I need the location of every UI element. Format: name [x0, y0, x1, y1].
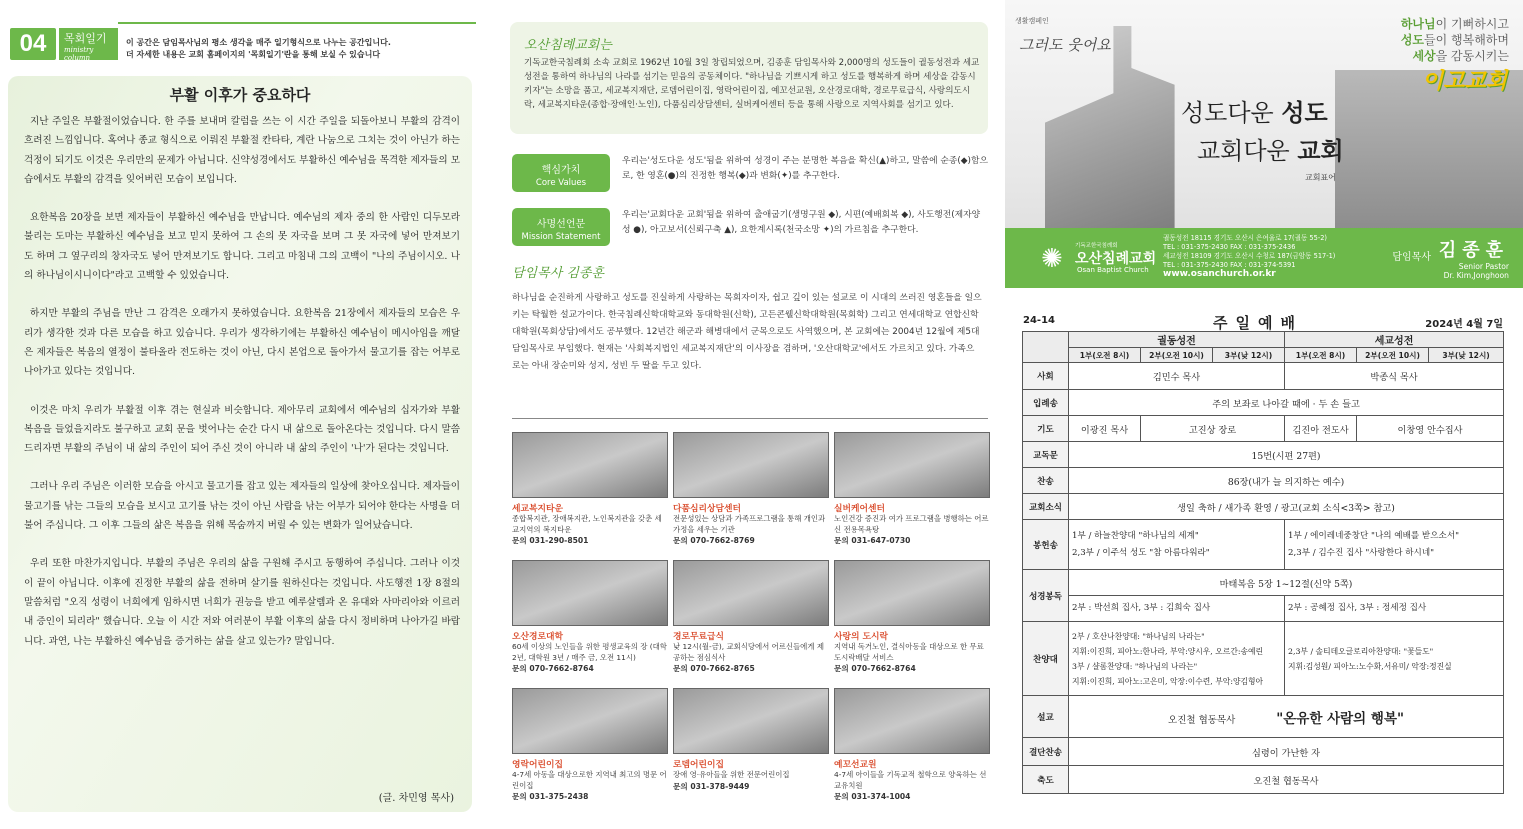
row-label: 교회소식: [1023, 494, 1069, 520]
column-description: [126, 37, 391, 61]
table-corner: [1023, 332, 1069, 363]
ministry-title: 오산경로대학: [512, 632, 563, 642]
sermon-title: "온유한 사람의 행복": [1276, 710, 1405, 727]
table-row: [1023, 442, 1504, 468]
building-photo: [1335, 70, 1523, 240]
row-label: 입례송: [1023, 390, 1069, 416]
essay-paragraph: 우리 또한 마찬가지입니다. 부활의 주님은 우리의 삶을 구원해 주시고 동행하여 주십니다. 그러나 이것이 끝이 아닙니다. 이후에 진정한 부활의 삶을 전하며 살기를 원하신다는 것입니다. 사도행전 1장 8절의 말씀처럼 "오직 성령이 너희에게 임하시면 너희가 권능을 받고 예루살렘과 온 유대와 사마리아와 이르러 내 증인이 되리라" 했습니다. 오늘 이 시간 저와 여러분이 부활 이후의 삶을 다시 정비하며 나아가길 바랍니다. 과연, 나는 부활하신 예수님을 증거하는 삶을 살고 있는가? 말입니다.: [24, 558, 460, 647]
church-info-band: [1005, 228, 1523, 288]
table-row: [1023, 390, 1504, 416]
ministry-phone: 문의 070-7662-8764: [512, 664, 594, 673]
worship-order-table: [1022, 331, 1504, 794]
cover-image: [1005, 0, 1523, 288]
ministry-card: [512, 432, 668, 554]
table-row: [1023, 494, 1504, 520]
row-label: 교독문: [1023, 442, 1069, 468]
column-number: 04: [10, 28, 56, 60]
intro-heading: 오산침례교회는: [524, 38, 612, 53]
ministry-title: 예꼬선교원: [834, 760, 877, 770]
ministry-photo: [673, 688, 829, 754]
ministry-photo: [834, 688, 990, 754]
ministry-title: 영락어린이집: [512, 760, 563, 770]
column-header: [6, 22, 474, 64]
ministry-photo: [834, 560, 990, 626]
row-label: 설교: [1023, 696, 1069, 738]
ministry-card: [673, 560, 829, 682]
cell: 주의 보좌로 나아갈 때에 · 두 손 들고: [1069, 390, 1504, 416]
pastor-bio: 하나님을 순진하게 사랑하고 성도를 진실하게 사랑하는 목회자이자, 쉽고 깊이 있는 설교로 이 시대의 쓰러진 영혼들을 일으키는 탁월한 설교가이다. 한국침례신학대학교와 동대학원(신학), 고든콘웰신학대학원(목회학) 그리고 연세대학교 연합신학대학원(목회상담)에서도 공부했다. 12년간 해군과 해병대에서 군목으로도 사역했으며, 본 교회에는 2004년 12월에 제5대 담임목사로 부임했다. 현재는 '사회복지법인 세교복지재단'의 이사장을 겸하며, '오산대학교'에서도 가르치고 있다. 가족으로는 아내 장순미와 성지, 성빈 두 딸을 두고 있다.: [512, 293, 982, 371]
ministry-photo: [512, 432, 668, 498]
ministry-desc: 종합복지관, 장애복지관, 노인복지관을 갖춘 세교지역의 복지타운: [512, 514, 662, 534]
ministry-title: 사랑의 도시락: [834, 632, 889, 642]
address-2: 세교성전 18109 경기도 오산시 수청로 187(금암동 517-1): [1163, 252, 1336, 260]
core-values-label-en: Core Values: [535, 178, 587, 188]
table-row: [1023, 696, 1504, 738]
ministry-phone: 문의 070-7662-8765: [673, 664, 755, 673]
cell-line: 1부 / 에이레네중창단 "나의 예배를 받으소서": [1288, 530, 1460, 541]
senior-pastor: [1392, 236, 1509, 280]
ministry-photo: [512, 560, 668, 626]
ministry-title: 로뎀어린이집: [673, 760, 724, 770]
service-header: 1부(오전 8시): [1285, 348, 1357, 363]
slogan-hl: 하나님: [1400, 17, 1436, 31]
table-row: [1023, 766, 1504, 794]
church-logo-icon: ✺: [1041, 244, 1063, 274]
table-row: [1023, 468, 1504, 494]
cell-line: 지휘:이진희, 피아노:고은미, 악장:이수련, 부악:양김형아: [1072, 676, 1264, 686]
core-values-pill: [512, 154, 610, 192]
cell-line: 3부 / 샬롬찬양대: "하나님의 나라는": [1072, 661, 1198, 671]
pastor-name-en: Dr. Kim,Jonghoon: [1443, 271, 1509, 280]
essay-paragraph: 지난 주일은 부활절이었습니다. 한 주를 보내며 칼럼을 쓰는 이 시간 주일을 되돌아보니 부활의 감격이 흐려진 느낌입니다. 혹여나 종교 형식으로 이뤄진 부활절 칸타타, 계란 나눔으로 그치는 것이 아닌가 하는 걱정이 되기도 이것은 우리만의 문제가 아닙니다. 신약성경에서도 부활하신 예수님을 목격한 제자들의 모습에서도 부활의 감격을 잊어버린 모습이 보입니다.: [24, 116, 460, 185]
ministry-desc: 4-7세 아이들을 기독교적 철학으로 양육하는 선교유치원: [834, 770, 987, 790]
row-label: 찬양대: [1023, 622, 1069, 696]
column-desc-line2: 더 자세한 내용은 교회 홈페이지의 '목회일기'란을 통해 보실 수 있습니다: [126, 50, 381, 59]
column-label: [58, 28, 118, 60]
column-desc-line1: 이 공간은 담임목사님의 평소 생각을 매주 일기형식으로 나누는 공간입니다.: [126, 38, 391, 47]
ministry-card: [834, 432, 990, 554]
campaign-label: 생활캠페인: [1015, 17, 1049, 25]
ministry-card: [834, 688, 990, 810]
row-label: 기도: [1023, 416, 1069, 442]
ministry-title: 다품심리상담센터: [673, 504, 741, 514]
cell: 김진아 전도사: [1285, 416, 1357, 442]
ministry-desc: 60세 이상의 노인들을 위한 평생교육의 장 (대학 2년, 대학원 3년 / 매주 금, 오전 11시): [512, 642, 667, 662]
table-row: [1023, 570, 1504, 596]
table-row: [1023, 622, 1504, 696]
cell: [1069, 696, 1504, 738]
row-label: 찬송: [1023, 468, 1069, 494]
pastor-heading: 담임목사 김종훈: [512, 266, 605, 281]
service-header: 1부(오전 8시): [1069, 348, 1141, 363]
tel-2: TEL : 031-375-2430 FAX : 031-374-5391: [1163, 261, 1296, 269]
intro-text: 기독교한국침례회 소속 교회로 1962년 10월 3일 창립되었으며, 김종훈 담임목사와 2,000명의 성도들이 궐동성전과 세교성전을 통하여 하나님의 나라를 섬기는 믿음의 공동체이다. "하나님을 기쁘시게 하고 성도를 행복하게 하며 세상을 감동시키자"는 소망을 품고, 세교복지재단, 로뎀어린이집, 영락어린이집, 예꼬선교원, 오산경로대학, 경로무료급식, 사랑의도시락, 세교복지타운(종합·장애인·노인), 다품심리상담센터, 실버케어센터 등을 통해 사랑으로 지역사회를 섬기고 있다.: [524, 58, 980, 110]
cell-line: 지휘:김성원/ 피아노:노수화,서유미/ 악장:정진실: [1288, 661, 1452, 671]
ministry-title: 세교복지타운: [512, 504, 563, 514]
cell-line: 지휘:이진희, 피아노:한나라, 부악:양시우, 오르간:송예린: [1072, 646, 1264, 656]
column-label-en: ministry column: [64, 46, 94, 62]
church-contact: [1163, 234, 1335, 279]
denomination: 기독교한국침례회: [1075, 243, 1118, 249]
ministry-desc: 노인건강 증진과 여가 프로그램을 병행하는 어르신 전용목욕탕: [834, 514, 989, 534]
table-row: [1023, 416, 1504, 442]
header-rule: [118, 22, 476, 24]
campus-header: 궐동성전: [1069, 332, 1285, 348]
cell-line: 1부 / 하늘찬양대 "하나님의 세계": [1072, 530, 1199, 541]
cell: [1069, 520, 1285, 570]
slogan-hl: 성도: [1400, 33, 1425, 47]
essay-paragraph: 하지만 부활의 주님을 만난 그 감격은 오래가지 못하였습니다. 요한복음 21장에서 제자들의 모습은 우리가 생각한 것과 다른 모습을 하고 있습니다. 우리가 생각하기에는 부활하신 예수님이 메시아임을 깨달은 제자들은 복음의 열정이 불타올라 전도하는 것이 아닌, 다시 본업으로 돌아가서 물고기를 잡는 어부로 나아가고 있다는 것입니다.: [24, 308, 460, 378]
essay-paragraph: 요한복음 20장을 보면 제자들이 부활하신 예수님을 만납니다. 예수님의 제자 중의 한 사람인 디두모라 불리는 도마는 부활하신 예수님을 보고 믿지 못하여 그 손의 못 자국을 보며 그 못 자국에 넣어 만져보기도 하며 그 옆구리의 창자국도 넣어 만져보기도 합니다. 그리고 마침내 그의 고백이 "나의 주님이시오. 나의 하나님이시니이다"라고 고백할 수 있었습니다.: [24, 212, 460, 282]
service-header: 2부(오전 10시): [1141, 348, 1213, 363]
cell: 2부 : 박선희 집사, 3부 : 김희숙 집사: [1069, 596, 1285, 622]
cell: 15번(시편 27편): [1069, 442, 1504, 468]
section-divider: [512, 418, 988, 419]
ministry-desc: 4-7세 아동을 대상으로한 지역내 최고의 명문 어린이집: [512, 770, 667, 790]
ministry-title: 실버케어센터: [834, 504, 885, 514]
cell: 심령이 가난한 자: [1069, 738, 1504, 766]
sermon-preacher: 오진철 협동목사: [1168, 714, 1236, 726]
table-row: [1023, 520, 1504, 570]
cell: 마태복음 5장 1~12절(신약 5쪽): [1069, 570, 1504, 596]
cell: 고진상 장로: [1141, 416, 1285, 442]
smile-campaign: 그러도 웃어요: [1019, 36, 1111, 54]
service-header: 3부(낮 12시): [1429, 348, 1504, 363]
campus-header: 세교성전: [1285, 332, 1504, 348]
cell: 이광진 목사: [1069, 416, 1141, 442]
ministry-title: 경로무료급식: [673, 632, 724, 642]
table-row: [1023, 738, 1504, 766]
church-motto: [1181, 94, 1344, 170]
row-label: 결단찬송: [1023, 738, 1069, 766]
essay-signature: (글. 차민영 목사): [378, 793, 454, 804]
ministry-phone: 문의 070-7662-8764: [834, 664, 916, 673]
cell: 86장(내가 늘 의지하는 예수): [1069, 468, 1504, 494]
church-slogan: [1401, 16, 1509, 64]
ministry-phone: 문의 031-290-8501: [512, 536, 589, 545]
row-label: 성경봉독: [1023, 570, 1069, 622]
ministry-column-panel: [0, 0, 478, 829]
worship-order-header: [1023, 312, 1503, 330]
core-values-text: 우리는'성도다운 성도'됨을 위하여 성경이 주는 분명한 복음을 확신(▲)하고, 말씀에 순종(◆)함으로, 한 영혼(●)의 진정한 행복(◆)과 변화(✦)를 추구한다.: [622, 156, 988, 181]
cell: 생일 축하 / 새가족 환영 / 광고(교회 소식<3쪽> 참고): [1069, 494, 1504, 520]
mission-row: [512, 204, 982, 244]
cell: 2부 : 공혜정 집사, 3부 : 정세정 집사: [1285, 596, 1504, 622]
ministry-desc: 전문성있는 상담과 가족프로그램을 통해 개인과 가정을 세우는 기관: [673, 514, 826, 534]
ministry-phone: 문의 031-375-2438: [512, 792, 589, 801]
cell-line: 2,3부 / 김수진 집사 "사랑한다 하시네": [1288, 547, 1435, 558]
tel-1: TEL : 031-375-2430 FAX : 031-375-2436: [1163, 243, 1296, 251]
motto-bold: 성도: [1281, 98, 1328, 127]
ministry-desc: 장애 영·유아들을 위한 전문어린이집: [673, 770, 790, 779]
motto-bold: 교회: [1297, 136, 1344, 165]
service-header: 2부(오전 10시): [1357, 348, 1429, 363]
cell-line: 2,3부 / 이주석 성도 "참 아름다워라": [1072, 547, 1210, 558]
ministry-phone: 문의 070-7662-8769: [673, 536, 755, 545]
website-link[interactable]: www.osanchurch.or.kr: [1163, 269, 1276, 279]
service-header: 3부(낮 12시): [1213, 348, 1285, 363]
column-label-ko: 목회일기: [64, 32, 107, 45]
essay-paragraph: 그러나 우리 주님은 이러한 모습을 아시고 물고기를 잡고 있는 제자들의 일상에 찾아오십니다. 제자들이 물고기를 낚는 그들의 모습을 보시고 고기를 낚는 것이 아닌 사람을 낚는 어부가 되어야 한다는 사명을 더불어 주십니다. 그 이후 그들의 삶은 복음을 위해 목숨까지 버릴 수 있는 변화가 일어났습니다.: [24, 481, 460, 532]
ministry-photo: [512, 688, 668, 754]
ministry-card: [512, 560, 668, 682]
essay-body: [24, 112, 460, 670]
cell: 오진철 협동목사: [1069, 766, 1504, 794]
ministry-card: [673, 688, 829, 810]
core-values-label: 핵심가치: [541, 165, 581, 176]
cell-line: 2부 / 호산나찬양대: "하나님의 나라는": [1072, 631, 1205, 641]
cell: 박종식 목사: [1285, 363, 1504, 390]
church-name: 오산침례교회: [1075, 251, 1157, 267]
ministry-photo: [834, 432, 990, 498]
ministry-desc: 낮 12시(월-금), 교회식당에서 어르신들에게 제공하는 점심식사: [673, 642, 824, 662]
slogan-text: 을 감동시키는: [1435, 49, 1509, 63]
essay-paragraph: 이것은 마치 우리가 부활절 이후 겪는 현실과 비슷합니다. 제아무리 교회에서 예수님의 십자가와 부활 복음을 들었을지라도 불구하고 교회 문을 벗어나는 순간 다시 내 삶으로 돌아온다는 것입니다. 다시 말씀드리자면 부활의 주님이 내 삶의 주인이 되어 주신 것이 아니라 내 삶의 주인이 '나'가 된다는 것입니다.: [24, 404, 460, 455]
essay-box: [8, 76, 472, 812]
mission-text: 우리는'교회다운 교회'됨을 위하여 출애굽기(생명구원 ◆), 시편(예배회복 ◆), 사도행전(제자양성 ●), 아고보서(신뢰구축 ▲), 요한계시록(천국소망 ✦)의 가르침을 추구한다.: [622, 210, 981, 235]
church-intro-panel: [500, 0, 992, 829]
essay-title: 부활 이후가 중요하다: [169, 86, 311, 104]
cell: [1285, 520, 1504, 570]
worship-date: 2024년 4월 7일: [1425, 319, 1503, 330]
row-label: 사회: [1023, 363, 1069, 390]
ministry-photo: [673, 560, 829, 626]
ministry-photo: [673, 432, 829, 498]
table-row: [1023, 596, 1504, 622]
pastor-name: 김종훈: [1438, 240, 1509, 261]
motto-label: 교회표어: [1305, 173, 1336, 182]
ministry-phone: 문의 031-374-1004: [834, 792, 911, 801]
cell: [1285, 622, 1504, 696]
mission-pill: [512, 208, 610, 246]
cell-line: 2,3부 / 솔티데오글로리아찬양대: "꽃들도": [1288, 646, 1434, 656]
ministry-card: [673, 432, 829, 554]
ministry-card: [512, 688, 668, 810]
mission-label-en: Mission Statement: [521, 232, 601, 242]
mission-label: 사명선언문: [536, 219, 586, 230]
cell: 김민수 목사: [1069, 363, 1285, 390]
ministry-card: [834, 560, 990, 682]
address-1: 궐동성전 18115 경기도 오산시 은여울로 17(궐동 55-2): [1163, 234, 1327, 242]
motto-text: 교회다운: [1197, 137, 1298, 165]
core-values-row: [512, 150, 988, 190]
bulletin-volume: 24-14: [1023, 315, 1055, 326]
worship-title: 주일예배: [1213, 314, 1303, 332]
row-label: 축도: [1023, 766, 1069, 794]
ministry-phone: 문의 031-378-9449: [673, 781, 750, 791]
pastor-title-en: Senior Pastor: [1458, 262, 1509, 271]
ministry-phone: 문의 031-647-0730: [834, 536, 911, 545]
slogan-hl: 세상: [1412, 49, 1436, 63]
church-name-en: Osan Baptist Church: [1077, 266, 1149, 274]
row-label: 봉헌송: [1023, 520, 1069, 570]
intro-box: [510, 22, 988, 134]
motto-text: 성도다운: [1181, 99, 1282, 127]
slogan-text: 들이 행복해하며: [1424, 33, 1509, 47]
pastor-role: 담임목사: [1392, 252, 1431, 263]
ministry-desc: 지역내 독거노인, 결식아동을 대상으로 한 무료 도시락배달 서비스: [834, 642, 984, 662]
cell: [1069, 622, 1285, 696]
slogan-brand: 이고교회: [1421, 68, 1507, 94]
cell: 이창영 안수집사: [1357, 416, 1504, 442]
table-row: [1023, 363, 1504, 390]
slogan-text: 이 기뻐하시고: [1435, 17, 1509, 31]
cover-panel: [1005, 0, 1523, 829]
